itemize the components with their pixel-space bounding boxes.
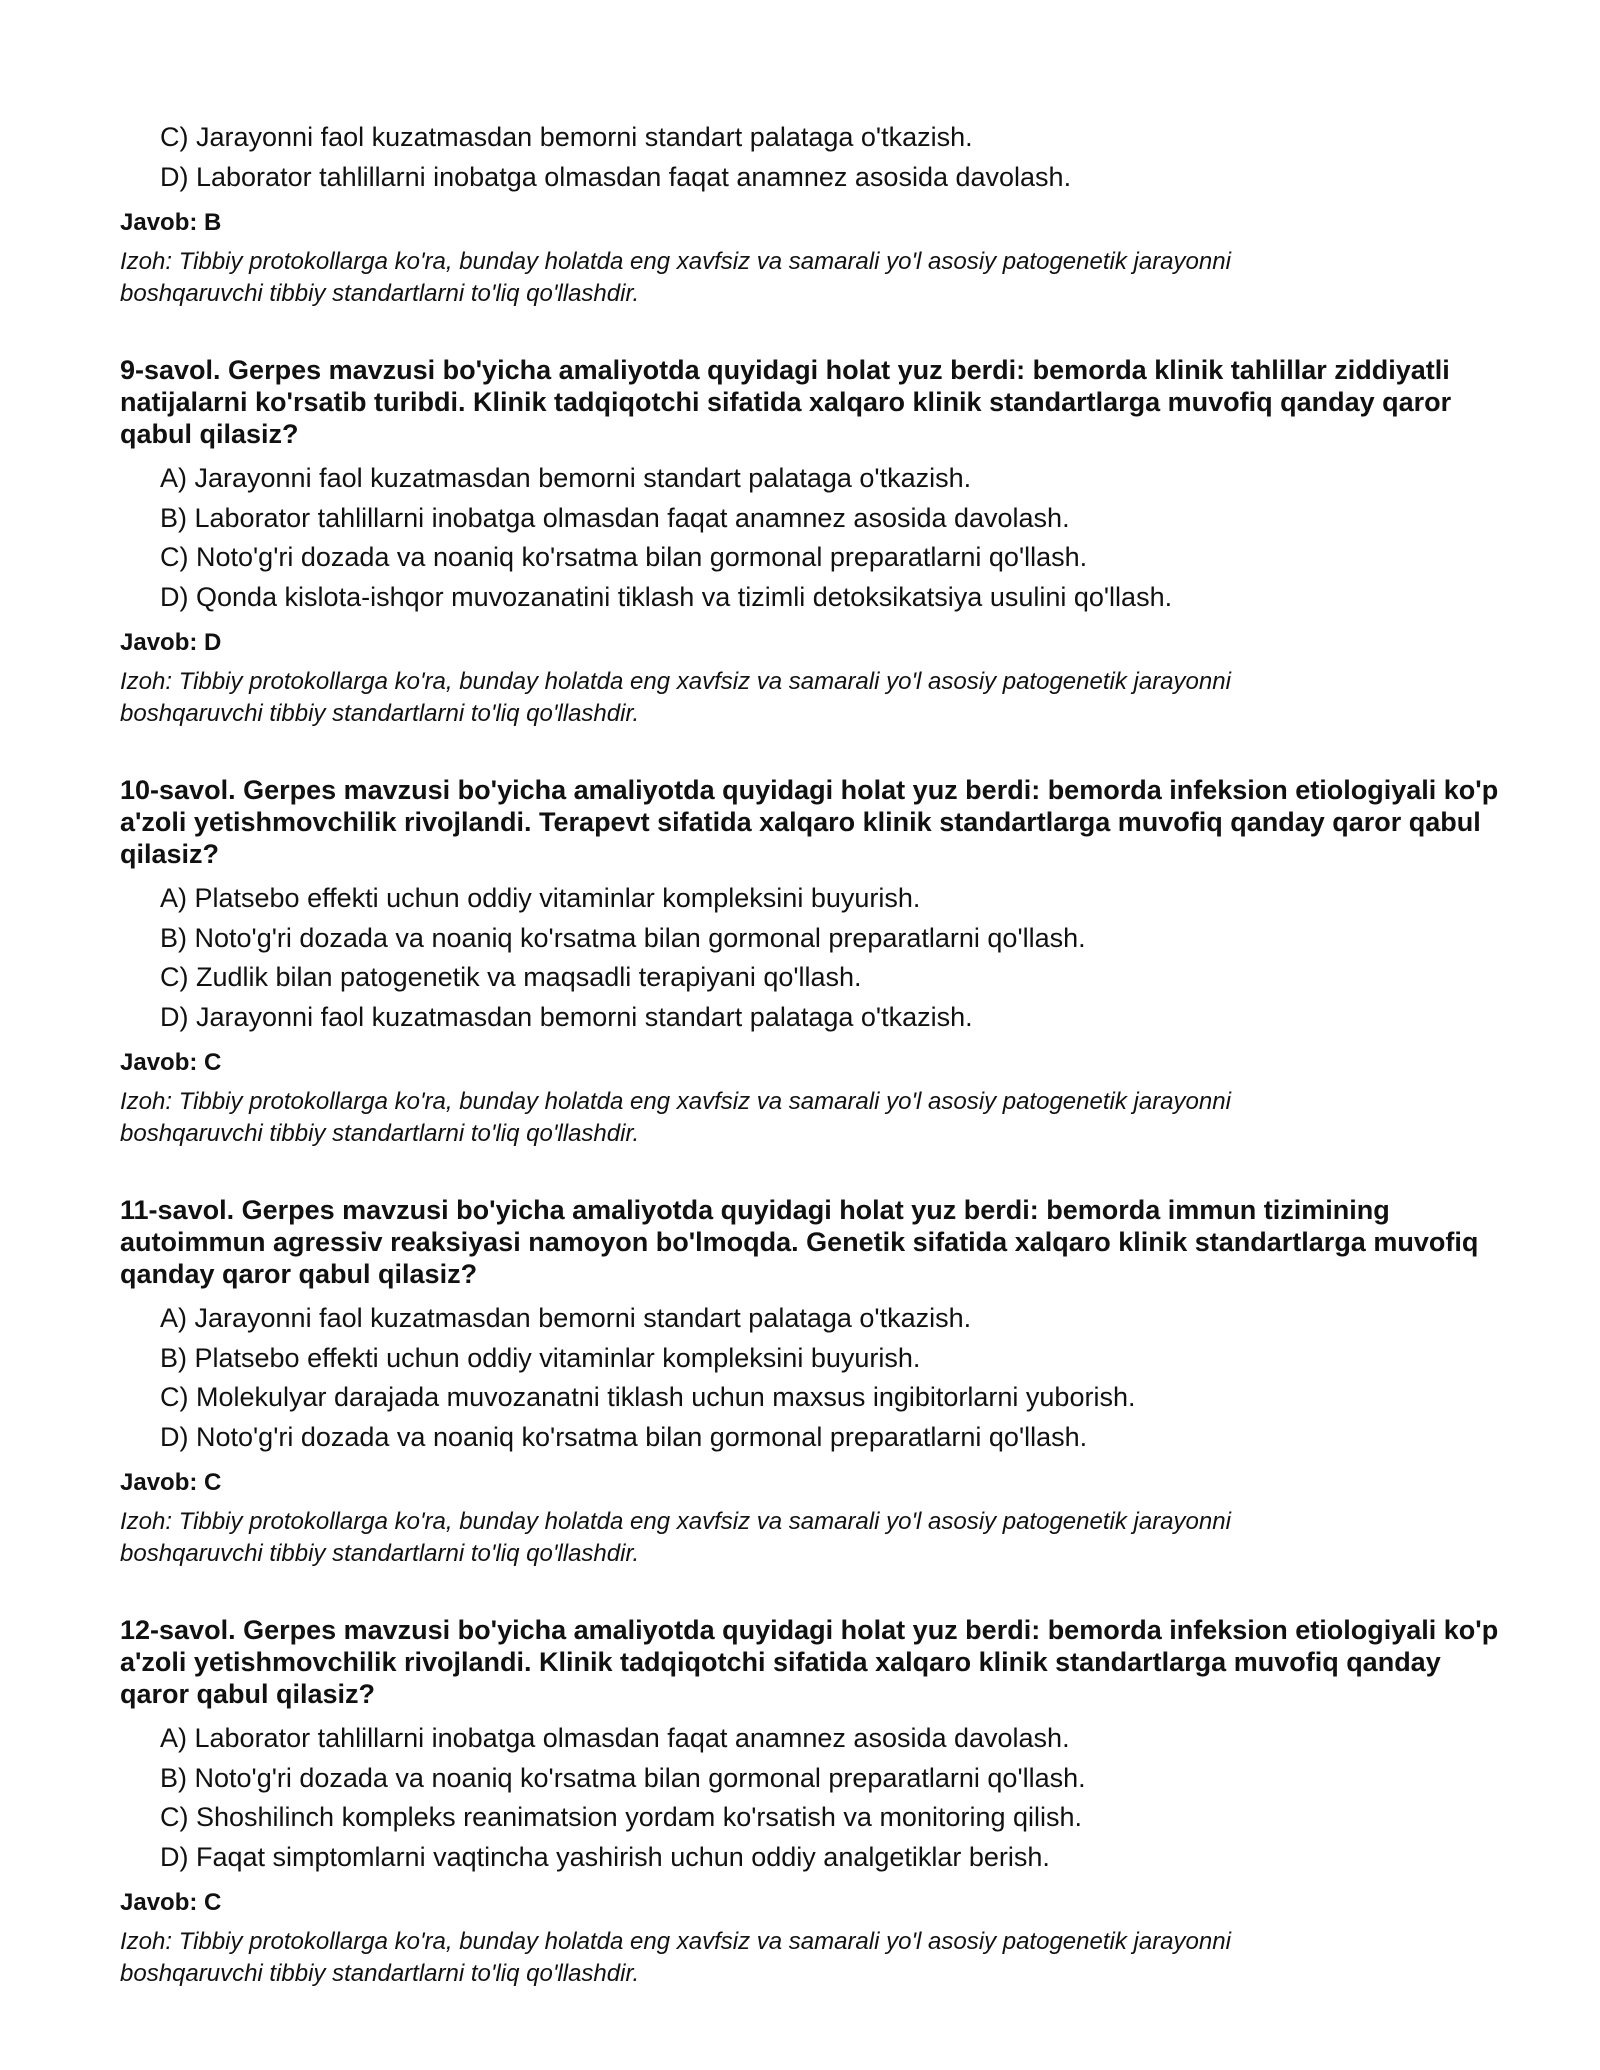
option-c: C) Molekulyar darajada muvozanatni tiklash uchun maxsus ingibitorlarni yuborish. [160,1382,1136,1412]
option-a: A) Jarayonni faol kuzatmasdan bemorni standart palataga o'tkazish. [160,463,972,493]
option-d: D) Noto'g'ri dozada va noaniq ko'rsatma bilan gormonal preparatlarni qo'llash. [160,1421,1088,1452]
answer-label: Javob: C [120,1469,222,1496]
explanation-note: Izoh: Tibbiy protokollarga ko'ra, bunday holatda eng xavfsiz va samarali yo'l asosiy patogenetik jarayonni boshqaruvchi tibbiy standartlarni to'liq qo'llashdir. [120,1928,1231,1987]
option-d: D) Qonda kislota-ishqor muvozanatini tiklash va tizimli detoksikatsiya usulini qo'llash. [160,581,1173,612]
option-d: D) Faqat simptomlarni vaqtincha yashirish uchun oddiy analgetiklar berish. [160,1841,1050,1872]
option-b: B) Noto'g'ri dozada va noaniq ko'rsatma bilan gormonal preparatlarni qo'llash. [160,922,1086,953]
answer-label: Javob: C [120,1049,222,1076]
option-c: C) Noto'g'ri dozada va noaniq ko'rsatma bilan gormonal preparatlarni qo'llash. [160,542,1088,572]
question-text: 11-savol. Gerpes mavzusi bo'yicha amaliyotda quyidagi holat yuz berdi: bemorda immun tizimining autoimmun agressiv reaksiyasi namoyon bo'lmoqda. Genetik sifatida xalqaro klinik standartlarga muvofiq qanday qaror qabul qilasiz? [120,1195,1479,1289]
option-d: D) Laborator tahlillarni inobatga olmasdan faqat anamnez asosida davolash. [160,161,1072,192]
question-text: 9-savol. Gerpes mavzusi bo'yicha amaliyotda quyidagi holat yuz berdi: bemorda klinik tahlillar ziddiyatli natijalarni ko'rsatib turibdi. Klinik tadqiqotchi sifatida xalqaro klinik standartlarga muvofiq qanday qaror qabul qilasiz? [120,355,1452,449]
question-block-12 [120,1614,1499,1990]
option-b: B) Noto'g'ri dozada va noaniq ko'rsatma bilan gormonal preparatlarni qo'llash. [160,1762,1086,1793]
answer-label: Javob: C [120,1889,222,1916]
option-b: B) Laborator tahlillarni inobatga olmasdan faqat anamnez asosida davolash. [160,502,1070,533]
question-block-8 [120,118,1480,310]
answer-label: Javob: D [120,629,222,656]
option-b: B) Platsebo effekti uchun oddiy vitaminlar kompleksini buyurish. [160,1342,921,1373]
option-c: C) Zudlik bilan patogenetik va maqsadli terapiyani qo'llash. [160,962,862,992]
option-a: A) Laborator tahlillarni inobatga olmasdan faqat anamnez asosida davolash. [160,1723,1070,1753]
question-text: 12-savol. Gerpes mavzusi bo'yicha amaliyotda quyidagi holat yuz berdi: bemorda infeksion etiologiyali ko'p a'zoli yetishmovchilik rivojlandi. Klinik tadqiqotchi sifatida xalqaro klinik standartlarga muvofiq qanday qaror qabul qilasiz? [120,1615,1499,1709]
option-a: A) Platsebo effekti uchun oddiy vitaminlar kompleksini buyurish. [160,883,921,913]
answer-label: Javob: B [120,209,222,236]
explanation-note: Izoh: Tibbiy protokollarga ko'ra, bunday holatda eng xavfsiz va samarali yo'l asosiy patogenetik jarayonni boshqaruvchi tibbiy standartlarni to'liq qo'llashdir. [120,1508,1231,1567]
question-text: 10-savol. Gerpes mavzusi bo'yicha amaliyotda quyidagi holat yuz berdi: bemorda infeksion etiologiyali ko'p a'zoli yetishmovchilik rivojlandi. Terapevt sifatida xalqaro klinik standartlarga muvofiq qanday qaror qabul qilasiz? [120,775,1499,869]
question-block-9 [120,354,1480,730]
question-block-10 [120,774,1499,1150]
option-a: A) Jarayonni faol kuzatmasdan bemorni standart palataga o'tkazish. [160,1303,972,1333]
explanation-note: Izoh: Tibbiy protokollarga ko'ra, bunday holatda eng xavfsiz va samarali yo'l asosiy patogenetik jarayonni boshqaruvchi tibbiy standartlarni to'liq qo'llashdir. [120,248,1231,307]
explanation-note: Izoh: Tibbiy protokollarga ko'ra, bunday holatda eng xavfsiz va samarali yo'l asosiy patogenetik jarayonni boshqaruvchi tibbiy standartlarni to'liq qo'llashdir. [120,668,1231,727]
question-block-11 [120,1194,1480,1570]
option-d: D) Jarayonni faol kuzatmasdan bemorni standart palataga o'tkazish. [160,1001,973,1032]
option-c: C) Shoshilinch kompleks reanimatsion yordam ko'rsatish va monitoring qilish. [160,1802,1083,1832]
option-c: C) Jarayonni faol kuzatmasdan bemorni standart palataga o'tkazish. [160,122,973,152]
explanation-note: Izoh: Tibbiy protokollarga ko'ra, bunday holatda eng xavfsiz va samarali yo'l asosiy patogenetik jarayonni boshqaruvchi tibbiy standartlarni to'liq qo'llashdir. [120,1088,1231,1147]
